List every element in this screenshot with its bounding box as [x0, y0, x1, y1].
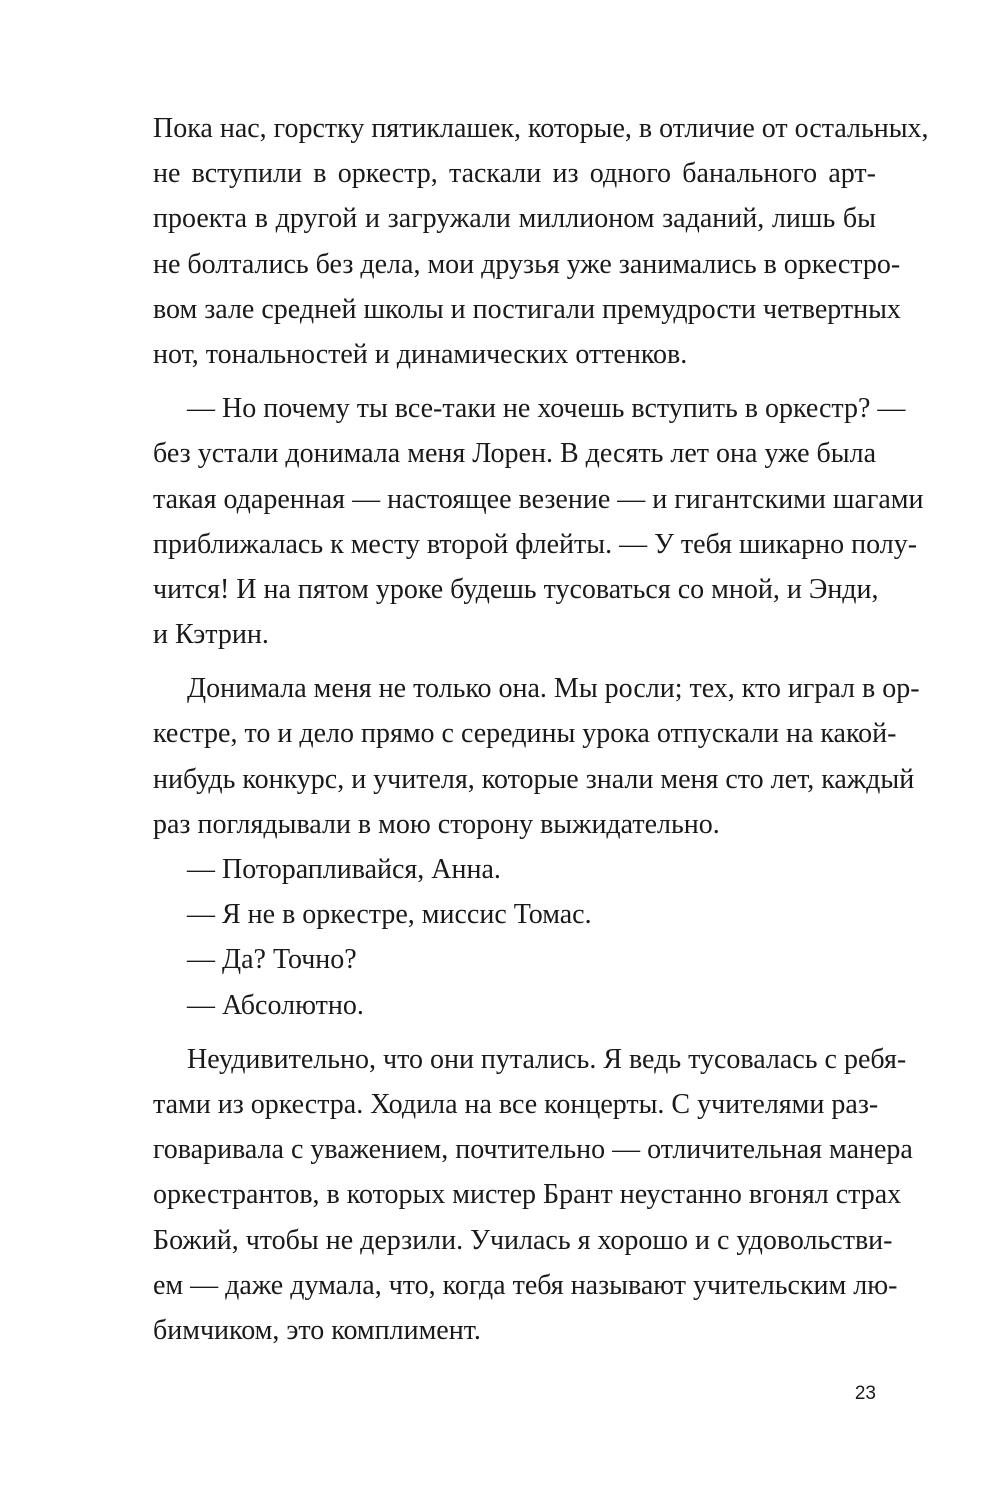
text-line: без устали донимала меня Лорен. В десять лет она уже была — [153, 438, 876, 470]
text-line: приближалась к месту второй флейты. — У тебя шикарно полу- — [153, 528, 918, 560]
text-line: — Я не в оркестре, миссис Томас. — [187, 899, 592, 931]
page-number: 23 — [854, 1383, 876, 1404]
text-line: кестре, то и дело прямо с середины урока отпускали на какой- — [153, 718, 897, 750]
paragraph — [153, 386, 924, 657]
text-line: Пока нас, горстку пятиклашек, которые, в отличие от остальных, — [153, 113, 929, 144]
text-line: не болтались без дела, мои друзья уже занимались в оркестро- — [153, 248, 901, 280]
text-line: бимчиком, это комплимент. — [153, 1314, 481, 1346]
text-line: ем — даже думала, что, когда тебя называют учительским лю- — [153, 1269, 898, 1301]
paragraph-spacer — [153, 1028, 876, 1037]
dialogue-line — [153, 847, 876, 892]
text-line: говаривала с уважением, почтительно — отличительная манера — [153, 1134, 913, 1166]
text-line: раз поглядывали в мою сторону выжидательно. — [153, 808, 720, 840]
dialogue-line — [153, 937, 876, 982]
text-line: оркестрантов, в которых мистер Брант неустанно вгонял страх — [153, 1179, 902, 1211]
paragraph-spacer — [153, 657, 876, 666]
paragraph — [153, 1037, 913, 1353]
text-line: Неудивительно, что они путались. Я ведь тусовалась с ребя- — [187, 1043, 907, 1075]
text-line: чится! И на пятом уроке будешь тусоваться со мной, и Энди, — [153, 573, 879, 605]
text-line: не вступили в оркестр, таскали из одного банального арт- — [153, 158, 876, 190]
dialogue-line — [153, 983, 876, 1028]
text-line: — Абсолютно. — [187, 989, 364, 1021]
paragraph — [153, 666, 920, 847]
text-line: — Да? Точно? — [187, 944, 357, 976]
text-line: вом зале средней школы и постигали премудрости четвертных — [153, 293, 901, 325]
text-line: тами из оркестра. Ходила на все концерты. С учителями раз- — [153, 1088, 879, 1120]
text-line: — Поторапливайся, Анна. — [187, 854, 501, 885]
text-line: нот, тональностей и динамических оттенков. — [153, 338, 688, 370]
paragraph — [153, 106, 929, 377]
dialogue-line — [153, 892, 876, 937]
text-line: нибудь конкурс, и учителя, которые знали меня сто лет, каждый — [153, 763, 915, 795]
book-page-text — [153, 106, 929, 1353]
text-line: проекта в другой и загружали миллионом заданий, лишь бы — [153, 203, 876, 235]
paragraph-spacer — [153, 377, 876, 386]
text-line: Божий, чтобы не дерзили. Училась я хорошо и с удовольстви- — [153, 1224, 893, 1256]
text-line: такая одаренная — настоящее везение — и гигантскими шагами — [153, 483, 924, 515]
text-line: Донимала меня не только она. Мы росли; тех, кто играл в ор- — [187, 673, 920, 705]
text-line: — Но почему ты все-таки не хочешь вступить в оркестр? — — [187, 393, 906, 425]
text-line: и Кэтрин. — [153, 619, 269, 651]
